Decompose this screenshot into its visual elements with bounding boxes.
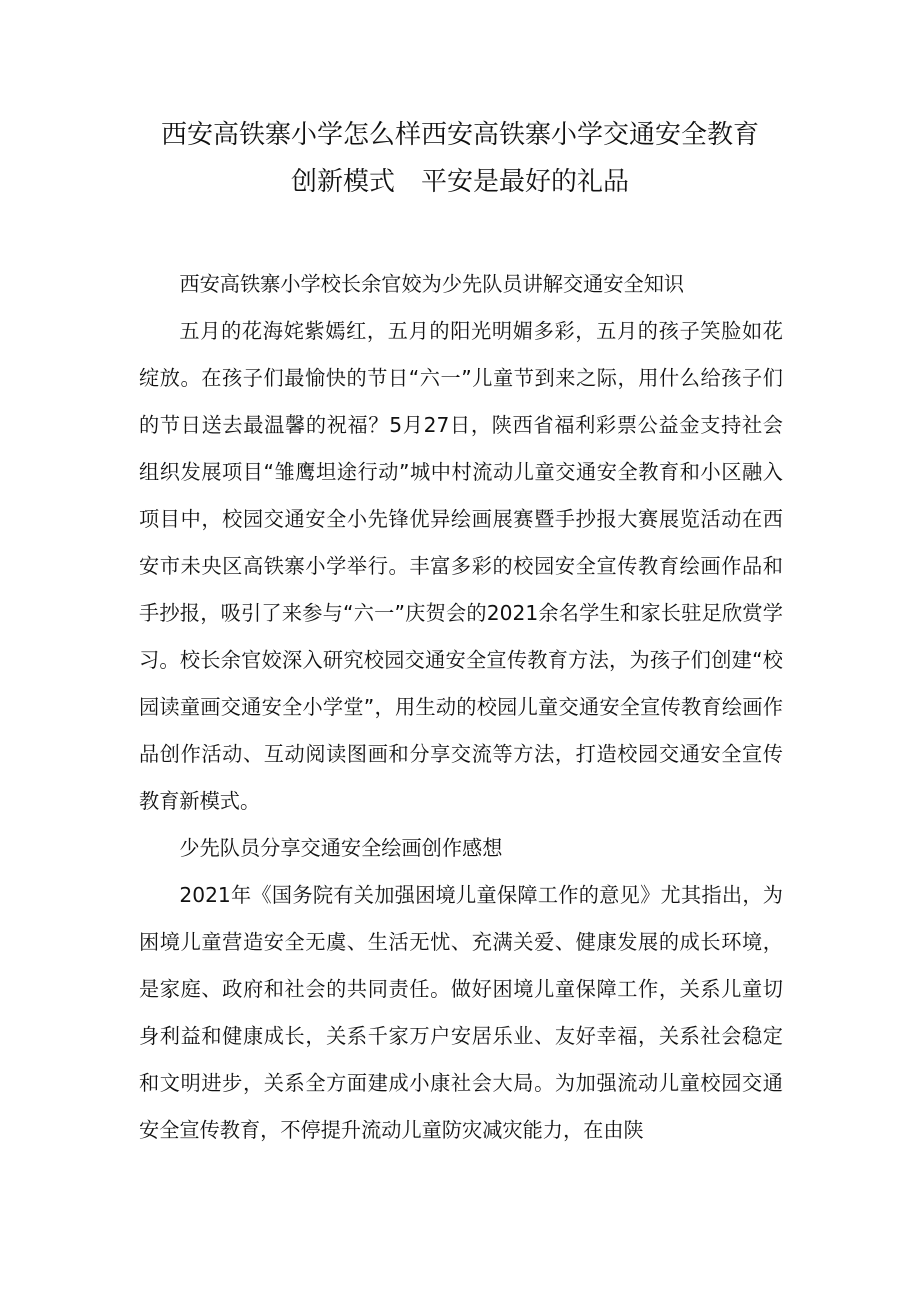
title-line-2: 创新模式 平安是最好的礼品: [290, 167, 629, 197]
document-body: [139, 261, 783, 1154]
paragraph-1: 五月的花海姹紫嫣红，五月的阳光明媚多彩，五月的孩子笑脸如花绽放。在孩子们最愉快的节日“六一”儿童节到来之际，用什么给孩子们的节日送去最温馨的祝福？5月27日，陕西省福利彩票公益金支持社会组织发展项目“雏鹰坦途行动”城中村流动儿童交通安全教育和小区融入项目中，校园交通安全小先锋优异绘画展赛暨手抄报大赛展览活动在西安市未央区高铁寨小学举行。丰富多彩的校园安全宣传教育绘画作品和手抄报，吸引了来参与“六一”庆贺会的2021余名学生和家长驻足欣赏学习。校长余官姣深入研究校园交通安全宣传教育方法，为孩子们创建“校园读童画交通安全小学堂”，用生动的校园儿童交通安全宣传教育绘画作品创作活动、互动阅读图画和分享交流等方法，打造校园交通安全宣传教育新模式。: [139, 319, 783, 813]
document-title: [120, 112, 800, 206]
photo-caption-1: 西安高铁寨小学校长余官姣为少先队员讲解交通安全知识: [179, 272, 685, 296]
paragraph-2: 2021年《国务院有关加强困境儿童保障工作的意见》尤其指出，为困境儿童营造安全无虞、生活无忧、充满关爱、健康发展的成长环境，是家庭、政府和社会的共同责任。做好困境儿童保障工作，关系儿童切身利益和健康成长，关系千家万户安居乐业、友好幸福，关系社会稳定和文明进步，关系全方面建成小康社会大局。为加强流动儿童校园交通安全宣传教育，不停提升流动儿童防灾减灾能力，在由陕: [139, 883, 783, 1142]
photo-caption-2: 少先队员分享交通安全绘画创作感想: [179, 836, 503, 860]
title-line-1: 西安高铁寨小学怎么样西安高铁寨小学交通安全教育: [160, 120, 759, 150]
